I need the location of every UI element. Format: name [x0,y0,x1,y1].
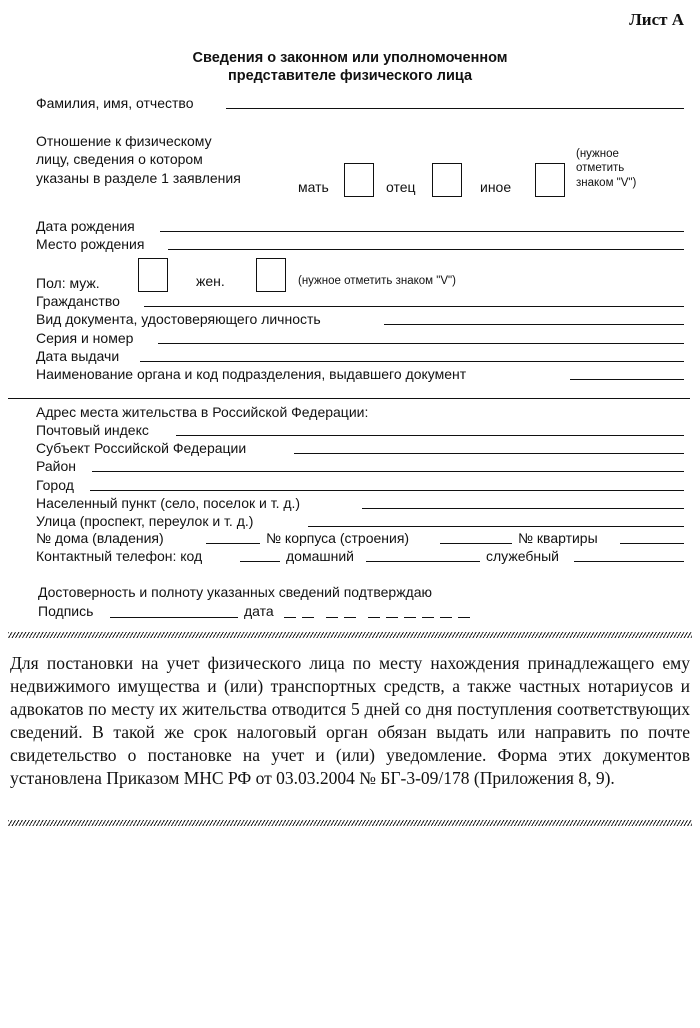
sex-female-checkbox[interactable] [256,258,286,292]
subject-label: Субъект Российской Федерации [36,440,247,456]
hatched-separator-top [8,632,692,638]
relation-note-line3: знаком "V") [576,177,637,189]
fio-field[interactable] [226,108,684,109]
street-field[interactable] [308,526,684,527]
phone-code-field[interactable] [240,561,280,562]
form-title-line2: представителе физического лица [227,68,473,84]
id-doc-type-field[interactable] [384,324,684,325]
relation-label-line2: лицу, сведения о котором [36,151,203,167]
apartment-label: № квартиры [518,530,598,546]
sex-male-label: Пол: муж. [36,275,100,291]
signature-field[interactable] [110,617,238,618]
house-label: № дома (владения) [36,530,164,546]
subject-field[interactable] [294,453,684,454]
building-field[interactable] [440,543,512,544]
form-title-line1: Сведения о законном или уполномоченном [192,50,508,66]
street-label: Улица (проспект, переулок и т. д.) [36,513,254,529]
info-paragraph: Для постановки на учет физического лица по месту нахождения принадлежащего ему недвижимого имущества и (или) транспортных средств, а также частных нотариусов и адвокатов по месту их жительства отводится 5 дней со дня поступления соответствующих сведений. В такой же срок налоговый орган обязан выдать или направить по почте свидетельство о постановке на учет и (или) уведомление. Форма этих документов установлена Приказом МНС РФ от 03.03.2004 № БГ-3-09/178 (Приложения 8, 9). [10,653,690,788]
address-heading: Адрес места жительства в Российской Федерации: [36,404,369,420]
citizenship-field[interactable] [144,306,684,307]
relation-other-label: иное [480,179,512,195]
sex-male-checkbox[interactable] [138,258,168,292]
apartment-field[interactable] [620,543,684,544]
relation-note-line2: отметить [576,162,625,174]
date-label: дата [244,603,274,619]
city-label: Город [36,477,74,493]
settlement-field[interactable] [362,508,684,509]
fio-label: Фамилия, имя, отчество [36,95,194,111]
postal-code-label: Почтовый индекс [36,422,149,438]
city-field[interactable] [90,490,684,491]
phone-home-field[interactable] [366,561,480,562]
signature-label: Подпись [38,603,94,619]
relation-father-label: отец [386,179,416,195]
birth-date-field[interactable] [160,231,684,232]
date-field[interactable] [284,608,474,620]
section-divider [8,398,690,399]
hatched-separator-bottom [8,820,692,826]
birth-place-label: Место рождения [36,236,145,252]
district-field[interactable] [92,471,684,472]
relation-note-line1: (нужное [576,148,619,160]
id-doc-type-label: Вид документа, удостоверяющего личность [36,311,321,327]
postal-code-field[interactable] [176,435,684,436]
house-field[interactable] [206,543,260,544]
relation-label-line1: Отношение к физическому [36,133,212,149]
relation-label-line3: указаны в разделе 1 заявления [36,170,241,186]
series-number-label: Серия и номер [36,330,134,346]
issue-date-field[interactable] [140,361,684,362]
issue-date-label: Дата выдачи [36,348,120,364]
sex-female-label: жен. [196,273,225,289]
phone-home-label: домашний [286,548,354,564]
relation-mother-label: мать [298,179,329,195]
building-label: № корпуса (строения) [266,530,410,546]
issuer-field[interactable] [570,379,684,380]
relation-other-checkbox[interactable] [535,163,565,197]
phone-work-field[interactable] [574,561,684,562]
sex-note: (нужное отметить знаком "V") [298,275,456,287]
confirm-text: Достоверность и полноту указанных сведений подтверждаю [38,584,433,600]
birth-date-label: Дата рождения [36,218,135,234]
district-label: Район [36,458,76,474]
relation-mother-checkbox[interactable] [344,163,374,197]
sheet-label: Лист А [629,10,684,29]
issuer-label: Наименование органа и код подразделения, выдавшего документ [36,366,467,382]
relation-father-checkbox[interactable] [432,163,462,197]
settlement-label: Населенный пункт (село, поселок и т. д.) [36,495,301,511]
citizenship-label: Гражданство [36,293,120,309]
phone-code-label: Контактный телефон: код [36,548,203,564]
birth-place-field[interactable] [168,249,684,250]
phone-work-label: служебный [486,548,559,564]
series-number-field[interactable] [158,343,684,344]
